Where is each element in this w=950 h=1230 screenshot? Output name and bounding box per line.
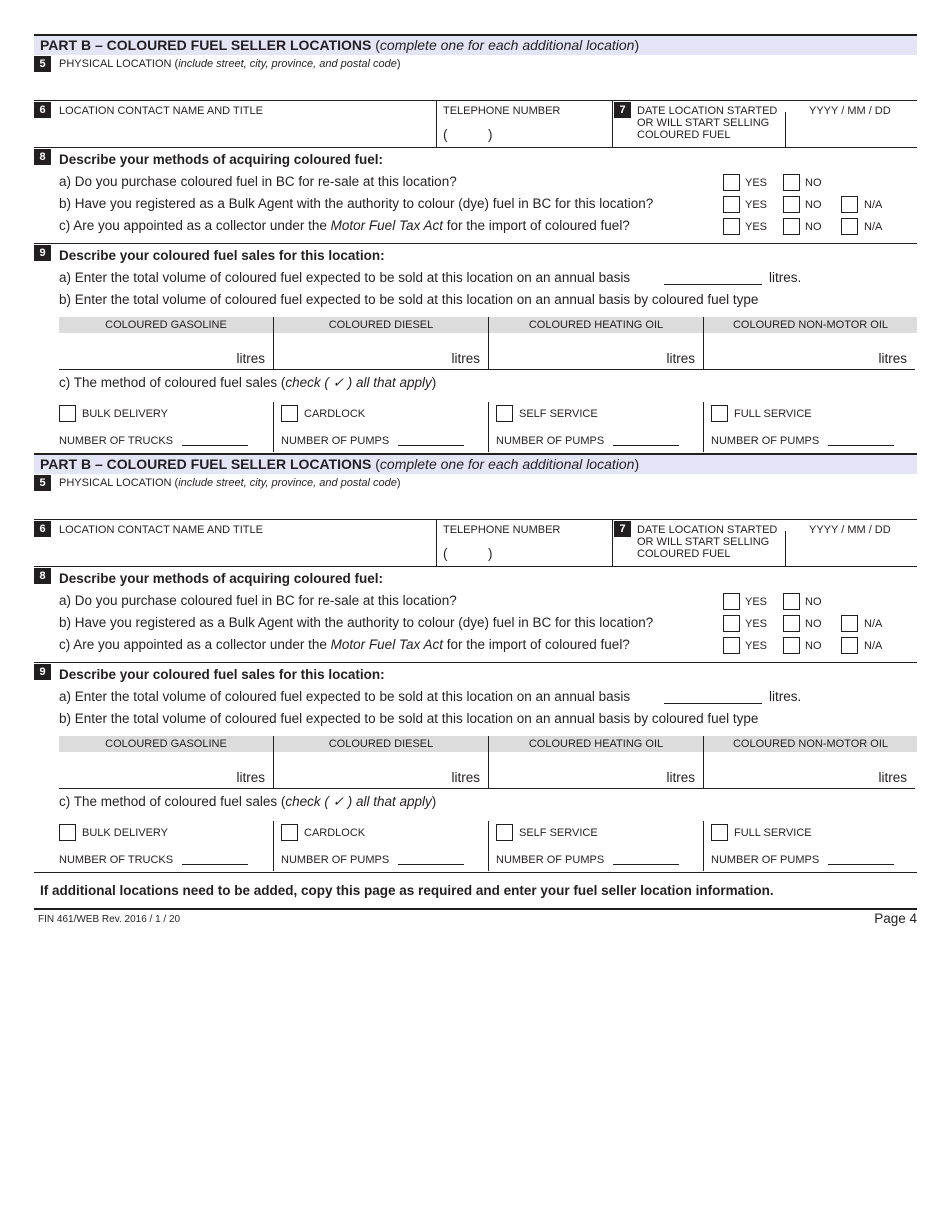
- q8b-text: b) Have you registered as a Bulk Agent with the authority to colour (dye) fuel in BC for this location?: [59, 196, 654, 211]
- q8c-yes-checkbox[interactable]: [723, 637, 740, 654]
- q8b-na-label: N/A: [864, 199, 883, 211]
- physical-location-label-close: ): [396, 477, 401, 489]
- q8c-na-label: N/A: [864, 221, 883, 233]
- cardlock-checkbox[interactable]: [281, 405, 298, 422]
- q8a-yes-label: YES: [745, 596, 768, 608]
- telephone-label: TELEPHONE NUMBER: [443, 105, 561, 117]
- fuel-type-header: COLOURED DIESEL: [274, 736, 488, 752]
- physical-location-input[interactable]: [59, 491, 909, 519]
- annual-volume-input[interactable]: [664, 703, 762, 704]
- bulk-delivery-label: BULK DELIVERY: [82, 827, 169, 839]
- full-service-pumps-label: NUMBER OF PUMPS: [711, 854, 820, 866]
- number-of-trucks-input[interactable]: [182, 445, 248, 446]
- part-subtitle: complete one for each additional location: [379, 456, 635, 472]
- divider: [34, 243, 917, 244]
- q8b-na-label: N/A: [864, 618, 883, 630]
- self-service-pumps-label: NUMBER OF PUMPS: [496, 435, 605, 447]
- field-number-8: 8: [34, 149, 51, 165]
- divider: [34, 566, 917, 567]
- q9b-text: b) Enter the total volume of coloured fuel expected to be sold at this location on an annual basis by coloured fuel type: [59, 292, 759, 307]
- q8b-yes-checkbox[interactable]: [723, 196, 740, 213]
- cardlock-pumps-input[interactable]: [398, 445, 464, 446]
- divider: [34, 872, 917, 873]
- cardlock-pumps-label: NUMBER OF PUMPS: [281, 854, 390, 866]
- field-number-9: 9: [34, 245, 51, 261]
- form-id: FIN 461/WEB Rev. 2016 / 1 / 20: [38, 914, 181, 925]
- telephone-input[interactable]: [452, 541, 612, 565]
- q8c-yes-label: YES: [745, 640, 768, 652]
- q8c-yes-checkbox[interactable]: [723, 218, 740, 235]
- self-service-pumps-input[interactable]: [613, 864, 679, 865]
- self-service-checkbox[interactable]: [496, 824, 513, 841]
- part-subtitle-close: ): [634, 37, 640, 53]
- divider: [436, 100, 437, 148]
- q8c-no-label: NO: [805, 640, 822, 652]
- q8b-no-label: NO: [805, 199, 822, 211]
- q8b-na-checkbox[interactable]: [841, 196, 858, 213]
- q8c-no-checkbox[interactable]: [783, 637, 800, 654]
- divider: [612, 519, 613, 567]
- q8a-no-label: NO: [805, 596, 822, 608]
- field-number-6: 6: [34, 102, 51, 118]
- physical-location-input[interactable]: [59, 72, 909, 100]
- field-number-5: 5: [34, 475, 51, 491]
- date-started-input[interactable]: [789, 538, 914, 566]
- q8c-na-checkbox[interactable]: [841, 218, 858, 235]
- physical-location-label-text: PHYSICAL LOCATION (: [59, 58, 179, 70]
- date-started-label-1: DATE LOCATION STARTED: [637, 524, 778, 536]
- q8c-text-pre: c) Are you appointed as a collector under the: [59, 637, 331, 652]
- field-number-5: 5: [34, 56, 51, 72]
- divider: [436, 519, 437, 567]
- q8a-no-checkbox[interactable]: [783, 174, 800, 191]
- full-service-pumps-input[interactable]: [828, 864, 894, 865]
- divider: [488, 821, 489, 871]
- divider: [273, 821, 274, 871]
- q9c-text: [59, 375, 436, 391]
- gasoline-litres: litres: [236, 351, 265, 366]
- q8b-no-checkbox[interactable]: [783, 615, 800, 632]
- q8-title: Describe your methods of acquiring coloured fuel:: [59, 152, 384, 167]
- additional-locations-note: If additional locations need to be added, copy this page as required and enter your fuel seller location information.: [40, 883, 774, 898]
- q8a-text: a) Do you purchase coloured fuel in BC for re-sale at this location?: [59, 593, 457, 608]
- gasoline-litres: litres: [236, 770, 265, 785]
- q8b-text: b) Have you registered as a Bulk Agent with the authority to colour (dye) fuel in BC for this location?: [59, 615, 654, 630]
- divider: [273, 402, 274, 452]
- full-service-checkbox[interactable]: [711, 824, 728, 841]
- cardlock-pumps-input[interactable]: [398, 864, 464, 865]
- q9a-text: a) Enter the total volume of coloured fuel expected to be sold at this location on an annual basis: [59, 689, 631, 704]
- q8c-yes-label: YES: [745, 221, 768, 233]
- annual-volume-input[interactable]: [664, 284, 762, 285]
- full-service-checkbox[interactable]: [711, 405, 728, 422]
- q8c-na-checkbox[interactable]: [841, 637, 858, 654]
- q9a-litres: litres.: [769, 689, 802, 704]
- phone-paren-close: ): [488, 127, 493, 142]
- part-subtitle: complete one for each additional location: [379, 37, 635, 53]
- q8-title: Describe your methods of acquiring coloured fuel:: [59, 571, 384, 586]
- date-started-label-2: OR WILL START SELLING: [637, 117, 770, 129]
- number-of-trucks-label: NUMBER OF TRUCKS: [59, 435, 174, 447]
- divider: [785, 112, 786, 148]
- form-page: [34, 34, 917, 926]
- q8c-no-checkbox[interactable]: [783, 218, 800, 235]
- field-number-8: 8: [34, 568, 51, 584]
- contact-name-label: LOCATION CONTACT NAME AND TITLE: [59, 524, 263, 536]
- fuel-type-header: COLOURED GASOLINE: [59, 317, 273, 333]
- physical-location-label-text: PHYSICAL LOCATION (: [59, 477, 179, 489]
- part-b-header: [34, 34, 917, 55]
- q9c-hint: check ( ✓ ) all that apply: [285, 794, 432, 809]
- physical-location-label: [59, 58, 401, 71]
- divider: [34, 662, 917, 663]
- contact-name-input[interactable]: [59, 538, 429, 566]
- part-b-header: [34, 453, 917, 474]
- diesel-litres: litres: [451, 770, 480, 785]
- cardlock-pumps-label: NUMBER OF PUMPS: [281, 435, 390, 447]
- part-subtitle-open: (: [371, 456, 380, 472]
- q8b-no-checkbox[interactable]: [783, 196, 800, 213]
- non-motor-oil-litres: litres: [878, 351, 907, 366]
- contact-name-input[interactable]: [59, 119, 429, 147]
- q8b-yes-label: YES: [745, 199, 768, 211]
- page-number: Page 4: [874, 911, 917, 926]
- phone-paren-open: (: [443, 546, 448, 561]
- q8b-yes-checkbox[interactable]: [723, 615, 740, 632]
- q8c-text-pre: c) Are you appointed as a collector under the: [59, 218, 331, 233]
- part-subtitle-close: ): [634, 456, 640, 472]
- fuel-type-header: COLOURED NON-MOTOR OIL: [704, 317, 917, 333]
- physical-location-label: [59, 477, 401, 490]
- q8c-text: [59, 218, 630, 234]
- q9c-text-pre: c) The method of coloured fuel sales (: [59, 794, 286, 809]
- divider: [785, 531, 786, 567]
- divider: [34, 908, 917, 910]
- divider: [612, 100, 613, 148]
- q8b-na-checkbox[interactable]: [841, 615, 858, 632]
- full-service-pumps-label: NUMBER OF PUMPS: [711, 435, 820, 447]
- part-title: PART B – COLOURED FUEL SELLER LOCATIONS: [40, 456, 372, 472]
- diesel-litres: litres: [451, 351, 480, 366]
- date-started-label-3: COLOURED FUEL: [637, 129, 731, 141]
- divider: [703, 402, 704, 452]
- divider: [488, 402, 489, 452]
- heating-oil-litres: litres: [666, 351, 695, 366]
- q8c-na-label: N/A: [864, 640, 883, 652]
- field-number-9: 9: [34, 664, 51, 680]
- bulk-delivery-checkbox[interactable]: [59, 824, 76, 841]
- self-service-checkbox[interactable]: [496, 405, 513, 422]
- divider: [34, 100, 917, 101]
- fuel-type-header: COLOURED GASOLINE: [59, 736, 273, 752]
- q8c-text: [59, 637, 630, 653]
- divider: [59, 369, 915, 370]
- divider: [59, 788, 915, 789]
- q9-title: Describe your coloured fuel sales for this location:: [59, 248, 385, 263]
- motor-fuel-tax-act: Motor Fuel Tax Act: [330, 218, 443, 233]
- telephone-label: TELEPHONE NUMBER: [443, 524, 561, 536]
- q8a-no-checkbox[interactable]: [783, 593, 800, 610]
- date-started-label-2: OR WILL START SELLING: [637, 536, 770, 548]
- fuel-type-header: COLOURED HEATING OIL: [489, 317, 703, 333]
- q8b-yes-label: YES: [745, 618, 768, 630]
- cardlock-label: CARDLOCK: [304, 827, 366, 839]
- self-service-pumps-label: NUMBER OF PUMPS: [496, 854, 605, 866]
- cardlock-label: CARDLOCK: [304, 408, 366, 420]
- q9c-text-pre: c) The method of coloured fuel sales (: [59, 375, 286, 390]
- q8a-no-label: NO: [805, 177, 822, 189]
- date-started-input[interactable]: [789, 119, 914, 147]
- contact-name-label: LOCATION CONTACT NAME AND TITLE: [59, 105, 263, 117]
- q8b-no-label: NO: [805, 618, 822, 630]
- q9c-text-post: ): [431, 794, 437, 809]
- divider: [34, 519, 917, 520]
- date-format-label: YYYY / MM / DD: [809, 105, 891, 117]
- q8c-text-post: for the import of coloured fuel?: [442, 637, 630, 652]
- location-section: [34, 453, 917, 872]
- q9a-litres: litres.: [769, 270, 802, 285]
- full-service-label: FULL SERVICE: [734, 827, 812, 839]
- motor-fuel-tax-act: Motor Fuel Tax Act: [330, 637, 443, 652]
- q8a-text: a) Do you purchase coloured fuel in BC for re-sale at this location?: [59, 174, 457, 189]
- date-started-label-3: COLOURED FUEL: [637, 548, 731, 560]
- phone-paren-close: ): [488, 546, 493, 561]
- fuel-type-header: COLOURED HEATING OIL: [489, 736, 703, 752]
- q9c-hint: check ( ✓ ) all that apply: [285, 375, 432, 390]
- q8c-text-post: for the import of coloured fuel?: [442, 218, 630, 233]
- cardlock-checkbox[interactable]: [281, 824, 298, 841]
- field-number-7: 7: [614, 102, 631, 118]
- location-section: [34, 34, 917, 453]
- q9a-text: a) Enter the total volume of coloured fuel expected to be sold at this location on an annual basis: [59, 270, 631, 285]
- full-service-pumps-input[interactable]: [828, 445, 894, 446]
- part-title: PART B – COLOURED FUEL SELLER LOCATIONS: [40, 37, 372, 53]
- physical-location-label-close: ): [396, 58, 401, 70]
- bulk-delivery-label: BULK DELIVERY: [82, 408, 169, 420]
- field-number-6: 6: [34, 521, 51, 537]
- number-of-trucks-input[interactable]: [182, 864, 248, 865]
- self-service-label: SELF SERVICE: [519, 827, 598, 839]
- part-subtitle-open: (: [371, 37, 380, 53]
- q8a-yes-checkbox[interactable]: [723, 593, 740, 610]
- bulk-delivery-checkbox[interactable]: [59, 405, 76, 422]
- self-service-pumps-input[interactable]: [613, 445, 679, 446]
- date-format-label: YYYY / MM / DD: [809, 524, 891, 536]
- q9-title: Describe your coloured fuel sales for this location:: [59, 667, 385, 682]
- field-number-7: 7: [614, 521, 631, 537]
- full-service-label: FULL SERVICE: [734, 408, 812, 420]
- sections-container: [34, 34, 917, 872]
- divider: [703, 821, 704, 871]
- fuel-type-header: COLOURED NON-MOTOR OIL: [704, 736, 917, 752]
- physical-location-hint: include street, city, province, and postal code: [178, 58, 397, 70]
- q9b-text: b) Enter the total volume of coloured fuel expected to be sold at this location on an annual basis by coloured fuel type: [59, 711, 759, 726]
- q8c-no-label: NO: [805, 221, 822, 233]
- divider: [34, 147, 917, 148]
- q9c-text-post: ): [431, 375, 437, 390]
- self-service-label: SELF SERVICE: [519, 408, 598, 420]
- fuel-type-header: COLOURED DIESEL: [274, 317, 488, 333]
- q8a-yes-checkbox[interactable]: [723, 174, 740, 191]
- phone-paren-open: (: [443, 127, 448, 142]
- q9c-text: [59, 794, 436, 810]
- date-started-label-1: DATE LOCATION STARTED: [637, 105, 778, 117]
- number-of-trucks-label: NUMBER OF TRUCKS: [59, 854, 174, 866]
- heating-oil-litres: litres: [666, 770, 695, 785]
- telephone-input[interactable]: [452, 122, 612, 146]
- physical-location-hint: include street, city, province, and postal code: [178, 477, 397, 489]
- q8a-yes-label: YES: [745, 177, 768, 189]
- non-motor-oil-litres: litres: [878, 770, 907, 785]
